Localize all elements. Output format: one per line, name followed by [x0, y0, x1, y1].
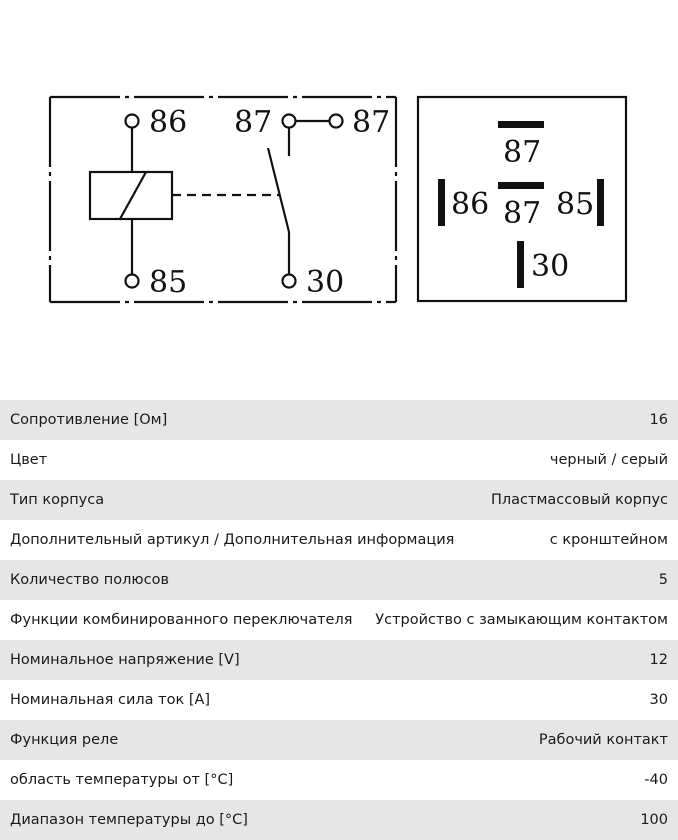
spec-label: Сопротивление [Ом] — [10, 412, 168, 428]
spec-label: область температуры от [°C] — [10, 772, 234, 788]
spec-label: Диапазон температуры до [°C] — [10, 812, 248, 828]
spec-value: с кронштейном — [549, 532, 668, 548]
relay-diagram-svg — [0, 0, 678, 400]
table-row — [0, 520, 678, 560]
label-86: 86 — [149, 105, 188, 140]
spec-label: Номинальная сила ток [A] — [10, 692, 211, 708]
pin-87-mid — [498, 182, 544, 189]
pin-87-top — [498, 121, 544, 128]
footprint-label-30: 30 — [531, 249, 570, 284]
pin-30 — [517, 241, 524, 288]
spec-value: -40 — [644, 772, 668, 788]
terminal-86 — [126, 115, 139, 128]
table-row — [0, 440, 678, 480]
spec-value: Устройство с замыкающим контактом — [375, 612, 668, 628]
relay-diagram — [0, 0, 678, 400]
label-87-b: 87 — [352, 105, 391, 140]
spec-value: черный / серый — [549, 452, 668, 468]
spec-value: 100 — [640, 812, 668, 828]
spec-label: Количество полюсов — [10, 572, 170, 588]
footprint-label-85: 85 — [556, 187, 595, 222]
spec-value: 30 — [649, 692, 668, 708]
table-row — [0, 800, 678, 840]
footprint-label-86: 86 — [451, 187, 490, 222]
table-row — [0, 400, 678, 440]
spec-label: Функция реле — [10, 732, 119, 748]
spec-label: Функции комбинированного переключателя — [10, 612, 353, 628]
terminal-87-a — [283, 115, 296, 128]
footprint-label-87-mid: 87 — [503, 196, 542, 231]
terminal-85 — [126, 275, 139, 288]
spec-value: Пластмассовый корпус — [490, 492, 668, 508]
relay-switch — [268, 121, 329, 274]
spec-value: Рабочий контакт — [538, 732, 668, 748]
table-row — [0, 600, 678, 640]
spec-value: 5 — [658, 572, 668, 588]
spec-label: Номинальное напряжение [V] — [10, 652, 240, 668]
pin-86 — [438, 179, 445, 226]
table-row — [0, 760, 678, 800]
terminal-87-b — [330, 115, 343, 128]
relay-coil — [90, 128, 172, 274]
spec-value: 12 — [649, 652, 668, 668]
specs-table — [0, 400, 678, 840]
table-row — [0, 480, 678, 520]
table-row — [0, 680, 678, 720]
footprint-label-87-top: 87 — [503, 135, 542, 170]
label-30: 30 — [306, 265, 345, 300]
spec-value: 16 — [649, 412, 668, 428]
table-row — [0, 560, 678, 600]
table-row — [0, 720, 678, 760]
label-87-a: 87 — [234, 105, 273, 140]
pin-85 — [597, 179, 604, 226]
table-row — [0, 640, 678, 680]
spec-label: Тип корпуса — [10, 492, 105, 508]
label-85: 85 — [149, 265, 188, 300]
terminal-30 — [283, 275, 296, 288]
spec-label: Цвет — [10, 452, 48, 468]
spec-label: Дополнительный артикул / Дополнительная информация — [10, 532, 455, 548]
